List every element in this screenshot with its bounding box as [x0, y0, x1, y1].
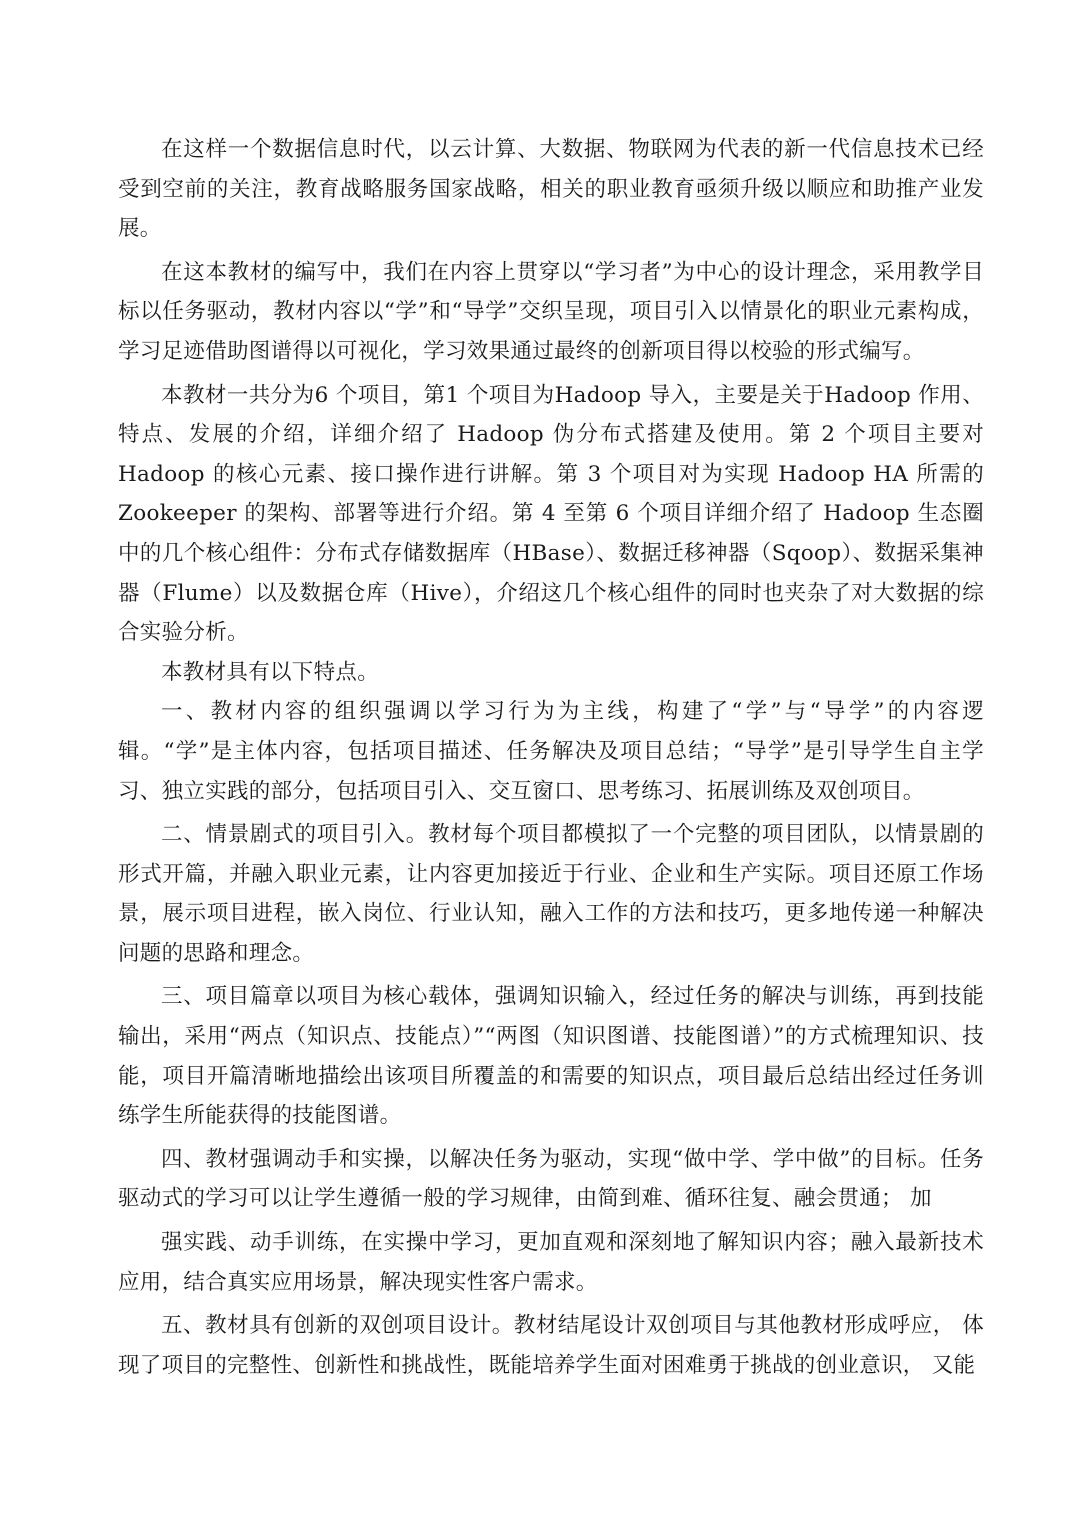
paragraph-feature-four-continued: 强实践、动手训练，在实操中学习，更加直观和深刻地了解知识内容；融入最新技术应用，结合真实应用场景，解决现实性客户需求。 [118, 1230, 984, 1295]
body-text [118, 130, 984, 1385]
paragraph-feature-two: 二、情景剧式的项目引入。教材每个项目都模拟了一个完整的项目团队，以情景剧的形式开篇，并融入职业元素，让内容更加接近于行业、企业和生产实际。项目还原工作场景，展示项目进程，嵌入岗位、行业认知，融入工作的方法和技巧，更多地传递一种解决问题的思路和理念。 [118, 822, 984, 966]
paragraph-feature-three: 三、项目篇章以项目为核心载体，强调知识输入，经过任务的解决与训练，再到技能输出，采用“两点（知识点、技能点）”“两图（知识图谱、技能图谱）”的方式梳理知识、技能，项目开篇清晰地描绘出该项目所覆盖的和需要的知识点，项目最后总结出经过任务训练学生所能获得的技能图谱。 [118, 984, 984, 1129]
paragraph-feature-four: 四、教材强调动手和实操，以解决任务为驱动，实现“做中学、学中做”的目标。任务驱动式的学习可以让学生遵循一般的学习规律，由简到难、循环往复、融会贯通； 加 [118, 1146, 984, 1212]
paragraph-project-overview: 本教材一共分为6 个项目，第1 个项目为Hadoop 导入，主要是关于Hadoop 作用、特点、发展的介绍，详细介绍了 Hadoop 伪分布式搭建及使用。第 2 个项目主要对 Hadoop 的核心元素、接口操作进行讲解。第 3 个项目对为实现 Hadoop HA 所需的 Zookeeper 的架构、部署等进行介绍。第 4 至第 6 个项目详细介绍了 Hadoop 生态圈中的几个核心组件：分布式存储数据库（HBase）、数据迁移神器（Sqoop）、数据采集神器（Flume）以及数据仓库（Hive），介绍这几个核心组件的同时也夹杂了对大数据的综合实验分析。 [118, 382, 984, 646]
paragraph-features-intro: 本教材具有以下特点。 [161, 659, 380, 685]
paragraph-design-concept: 在这本教材的编写中，我们在内容上贯穿以“学习者”为中心的设计理念，采用教学目标以任务驱动，教材内容以“学”和“导学”交织呈现，项目引入以情景化的职业元素构成，学习足迹借助图谱得以可视化，学习效果通过最终的创新项目得以校验的形式编写。 [118, 259, 984, 364]
paragraph-intro: 在这样一个数据信息时代，以云计算、大数据、物联网为代表的新一代信息技术已经受到空前的关注，教育战略服务国家战略，相关的职业教育亟须升级以顺应和助推产业发展。 [118, 137, 984, 242]
paragraph-feature-one: 一、教材内容的组织强调以学习行为为主线，构建了“学”与“导学”的内容逻辑。“学”是主体内容，包括项目描述、任务解决及项目总结；“导学”是引导学生自主学习、独立实践的部分，包括项目引入、交互窗口、思考练习、拓展训练及双创项目。 [118, 699, 984, 804]
paragraph-feature-five: 五、教材具有创新的双创项目设计。教材结尾设计双创项目与其他教材形成呼应， 体现了项目的完整性、创新性和挑战性，既能培养学生面对困难勇于挑战的创业意识， 又能 [118, 1313, 984, 1378]
